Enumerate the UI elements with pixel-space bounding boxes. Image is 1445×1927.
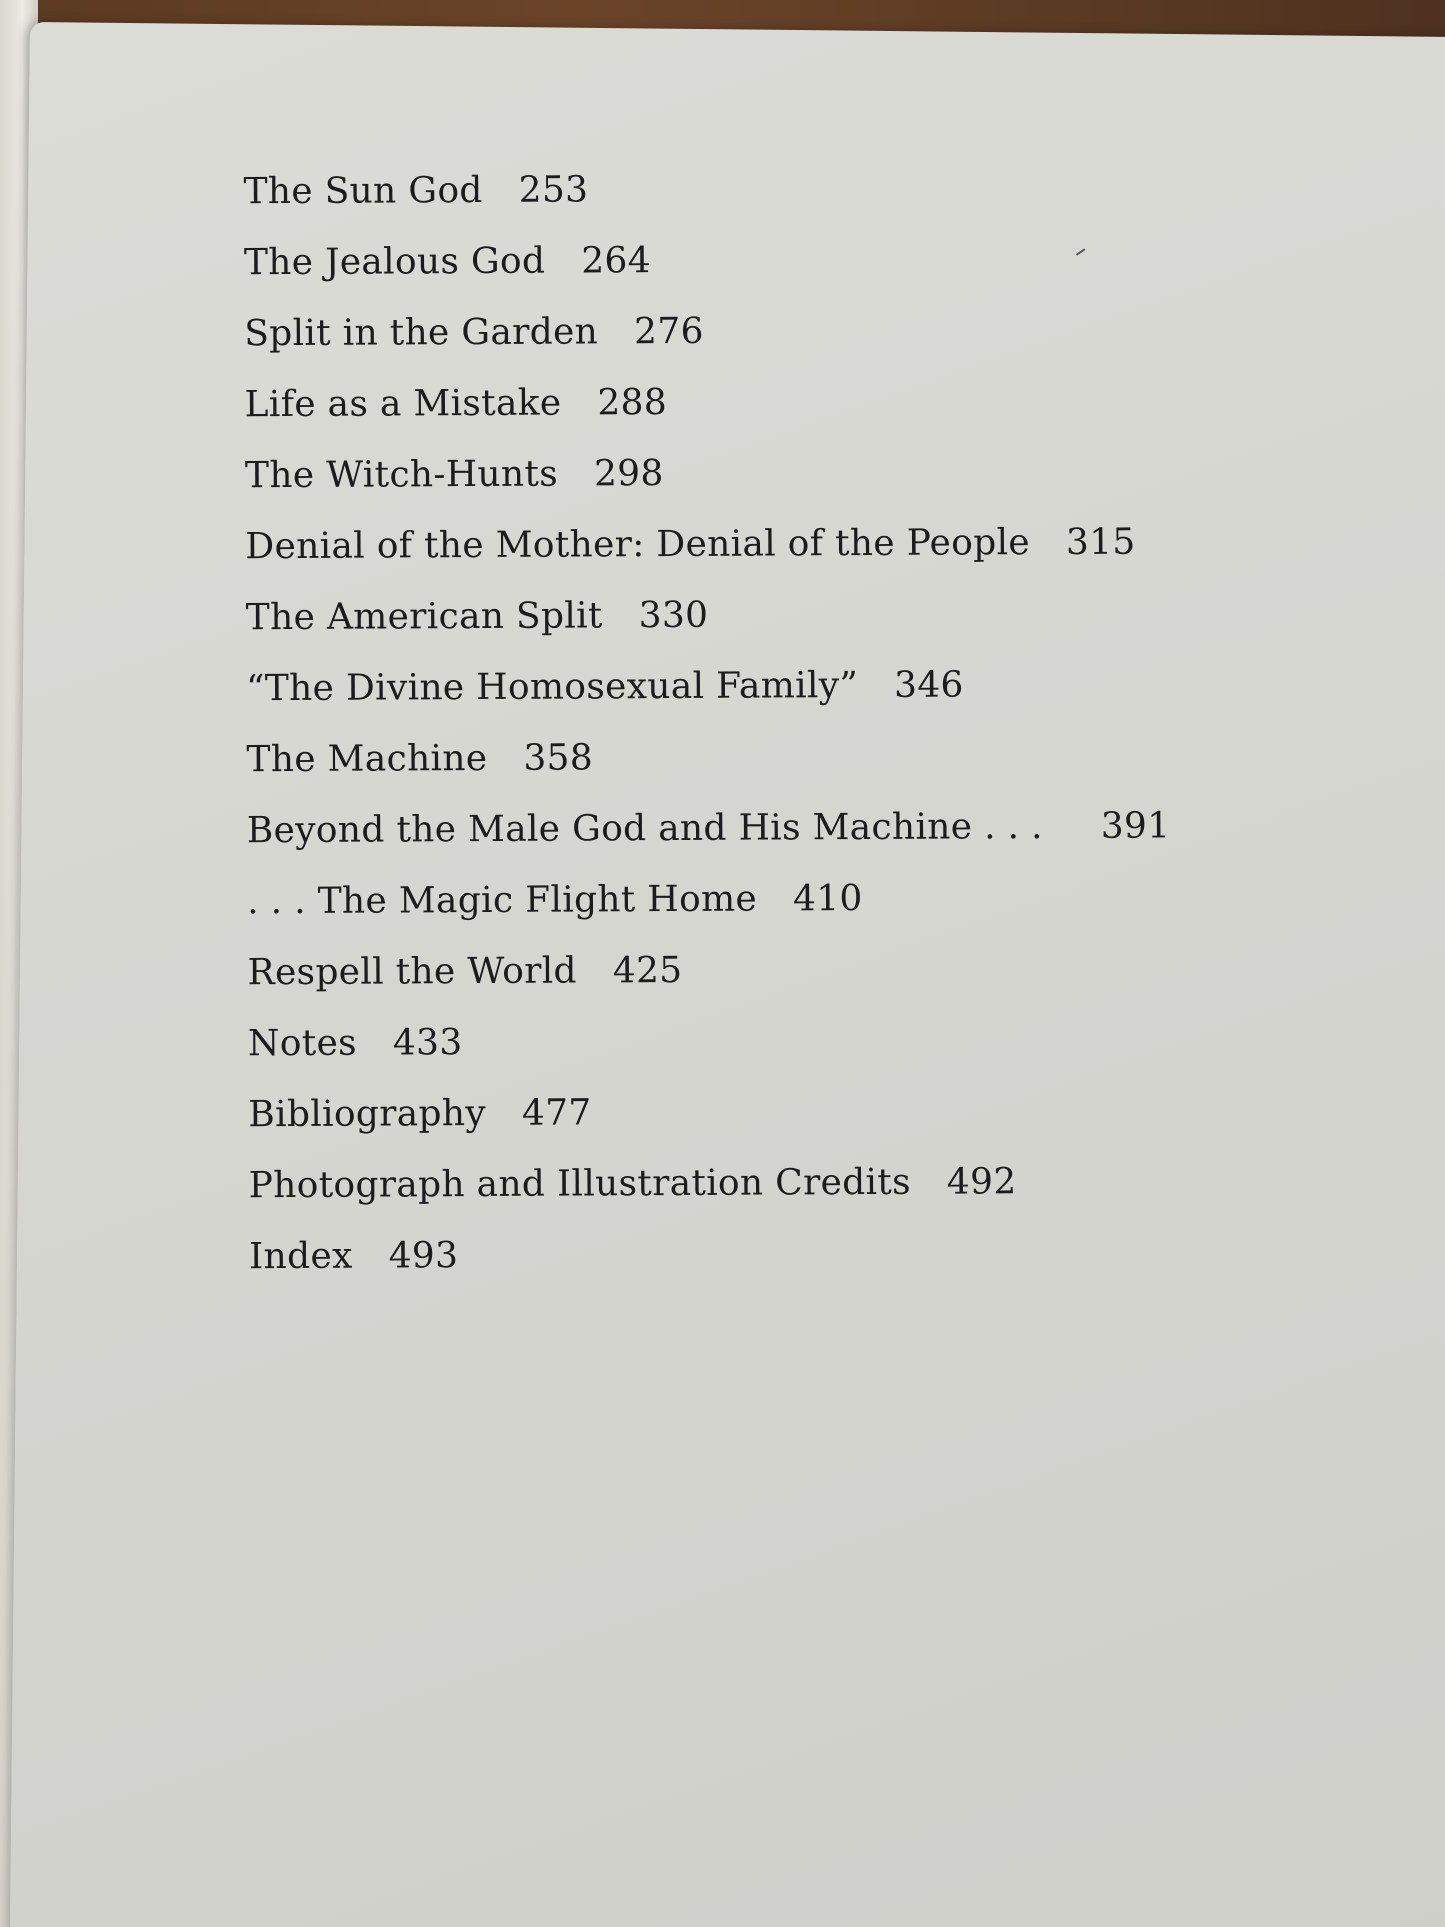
toc-entry-page: 264 — [581, 240, 652, 282]
toc-entry-title: . . . The Magic Flight Home — [247, 878, 758, 923]
toc-entry-page: 288 — [597, 382, 668, 424]
toc-entry-page: 391 — [1100, 805, 1171, 847]
toc-entry — [246, 805, 1171, 853]
toc-entry — [245, 521, 1169, 569]
toc-entry — [246, 595, 1170, 640]
toc-entry-title: Split in the Garden — [244, 311, 599, 355]
toc-entry — [248, 950, 1172, 995]
toc-entry-page: 346 — [893, 664, 964, 706]
toc-entry-page: 425 — [612, 949, 683, 992]
toc-entry — [249, 1234, 1173, 1279]
toc-entry — [246, 666, 1170, 711]
toc-entry-title: Index — [248, 1235, 353, 1278]
toc-entry-title: Photograph and Illustration Credits — [248, 1161, 911, 1207]
toc-entry — [248, 1021, 1172, 1066]
toc-entry-page: 492 — [946, 1161, 1017, 1203]
toc-entry — [245, 453, 1169, 498]
toc-entry — [246, 737, 1170, 782]
toc-entry-page: 410 — [792, 878, 863, 920]
toc-entry-page: 433 — [392, 1022, 463, 1064]
toc-entry — [245, 382, 1169, 427]
toc-entry — [247, 879, 1171, 924]
toc-entry-page: 315 — [1065, 521, 1136, 563]
toc-entry — [244, 311, 1168, 356]
toc-entry-title: Life as a Mistake — [244, 382, 562, 426]
toc-entry-page: 253 — [518, 169, 589, 211]
toc-entry-title: “The Divine Homosexual Family” — [246, 665, 859, 710]
toc-entry-title: Beyond the Male God and His Machine . . . — [246, 806, 1043, 852]
toc-entry-title: The Sun God — [243, 169, 483, 213]
toc-entry — [248, 1092, 1172, 1137]
toc-entry — [244, 240, 1168, 285]
toc-entry-title: The Jealous God — [243, 240, 546, 284]
toc-entry-page: 330 — [638, 594, 709, 637]
toc-entry-title: The Witch-Hunts — [244, 453, 559, 497]
toc-entry-title: The American Split — [245, 595, 603, 639]
toc-entry-page: 493 — [388, 1235, 459, 1277]
toc-entry-page: 358 — [523, 737, 594, 779]
toc-entry — [243, 169, 1167, 214]
toc-entry-title: Bibliography — [248, 1092, 487, 1136]
toc-entry-title: The Machine — [246, 737, 488, 781]
toc-entry-title: Notes — [247, 1022, 357, 1065]
toc-entry-page: 276 — [633, 310, 704, 353]
toc-entry-page: 298 — [593, 453, 664, 495]
toc-entry — [249, 1163, 1173, 1208]
toc-entry-title: Respell the World — [247, 950, 577, 994]
table-of-contents — [243, 169, 1173, 1310]
book-page — [10, 22, 1445, 1927]
toc-entry-title: Denial of the Mother: Denial of the People — [245, 522, 1031, 568]
toc-entry-page: 477 — [521, 1092, 592, 1134]
